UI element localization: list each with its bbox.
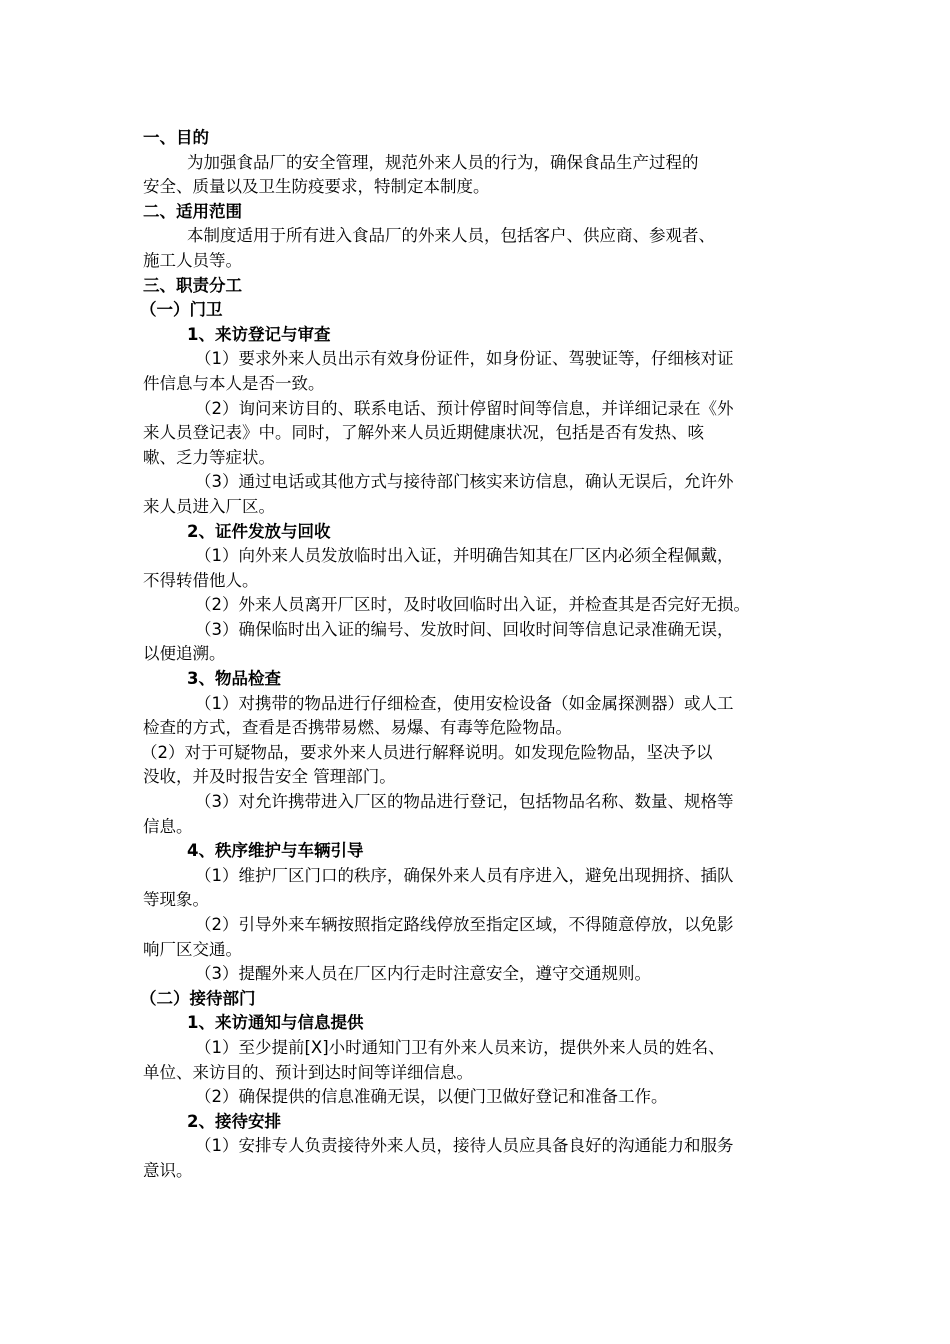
item-heading: 1、来访通知与信息提供 — [187, 1013, 364, 1033]
paragraph-line: 施工人员等。 — [143, 250, 242, 270]
paragraph-line: 等现象。 — [143, 890, 209, 910]
paragraph-line: （2）外来人员离开厂区时，及时收回临时出入证，并检查其是否完好无损。 — [195, 595, 750, 615]
item-heading: 2、接待安排 — [187, 1111, 281, 1131]
paragraph-line: 件信息与本人是否一致。 — [143, 373, 325, 393]
section-heading: 一、目的 — [143, 128, 209, 147]
paragraph-line: （2）确保提供的信息准确无误，以便门卫做好登记和准备工作。 — [195, 1087, 668, 1107]
paragraph-line: 没收，并及时报告安全 管理部门。 — [143, 767, 396, 787]
paragraph-line: 响厂区交通。 — [143, 939, 242, 959]
section-heading: 二、适用范围 — [143, 201, 242, 221]
paragraph-line: 为加强食品厂的安全管理，规范外来人员的行为，确保食品生产过程的 — [187, 152, 699, 172]
paragraph-line: 信息。 — [143, 816, 193, 836]
paragraph-line: （1）安排专人负责接待外来人员，接待人员应具备良好的沟通能力和服务 — [195, 1136, 734, 1156]
section-heading: 三、职责分工 — [143, 275, 242, 295]
paragraph-line: （1）维护厂区门口的秩序，确保外来人员有序进入，避免出现拥挤、插队 — [195, 865, 734, 885]
paragraph-line: （1）对携带的物品进行仔细检查，使用安检设备（如金属探测器）或人工 — [195, 693, 734, 713]
paragraph-line: 嗽、乏力等症状。 — [143, 447, 275, 467]
item-heading: 3、物品检查 — [187, 669, 281, 689]
paragraph-line: （1）向外来人员发放临时出入证，并明确告知其在厂区内必须全程佩戴， — [195, 546, 734, 566]
paragraph-line: 来人员登记表》中。同时，了解外来人员近期健康状况，包括是否有发热、咳 — [143, 423, 704, 443]
paragraph-line: （3）通过电话或其他方式与接待部门核实来访信息，确认无误后，允许外 — [195, 472, 734, 492]
item-heading: 4、秩序维护与车辆引导 — [187, 841, 364, 861]
paragraph-line: 来人员进入厂区。 — [143, 496, 275, 516]
paragraph-line: 以便追溯。 — [143, 644, 226, 664]
paragraph-line: 本制度适用于所有进入食品厂的外来人员，包括客户、供应商、参观者、 — [187, 226, 715, 246]
paragraph-line: （1）要求外来人员出示有效身份证件，如身份证、驾驶证等，仔细核对证 — [195, 349, 734, 369]
paragraph-line: （2）引导外来车辆按照指定路线停放至指定区域，不得随意停放，以免影 — [195, 915, 734, 934]
paragraph-line: （2）对于可疑物品，要求外来人员进行解释说明。如发现危险物品，坚决予以 — [141, 742, 713, 762]
item-heading: 1、来访登记与审查 — [187, 324, 331, 344]
paragraph-line: 检查的方式，查看是否携带易燃、易爆、有毒等危险物品。 — [143, 718, 572, 738]
paragraph-line: （3）确保临时出入证的编号、发放时间、回收时间等信息记录准确无误， — [195, 619, 734, 639]
paragraph-line: （1）至少提前[X]小时通知门卫有外来人员来访，提供外来人员的姓名、 — [195, 1037, 725, 1057]
paragraph-line: （2）询问来访目的、联系电话、预计停留时间等信息，并详细记录在《外 — [195, 398, 734, 418]
paragraph-line: 单位、来访目的、预计到达时间等详细信息。 — [143, 1062, 473, 1082]
paragraph-line: （3）提醒外来人员在厂区内行走时注意安全，遵守交通规则。 — [195, 964, 651, 984]
paragraph-line: 安全、质量以及卫生防疫要求，特制定本制度。 — [143, 177, 490, 197]
paragraph-line: 意识。 — [143, 1160, 193, 1180]
paragraph-line: 不得转借他人。 — [143, 570, 259, 590]
document-body — [140, 126, 813, 1184]
subsection-heading: （二）接待部门 — [140, 988, 256, 1008]
paragraph-line: （3）对允许携带进入厂区的物品进行登记，包括物品名称、数量、规格等 — [195, 792, 734, 812]
item-heading: 2、证件发放与回收 — [187, 521, 331, 541]
subsection-heading: （一）门卫 — [140, 300, 223, 320]
